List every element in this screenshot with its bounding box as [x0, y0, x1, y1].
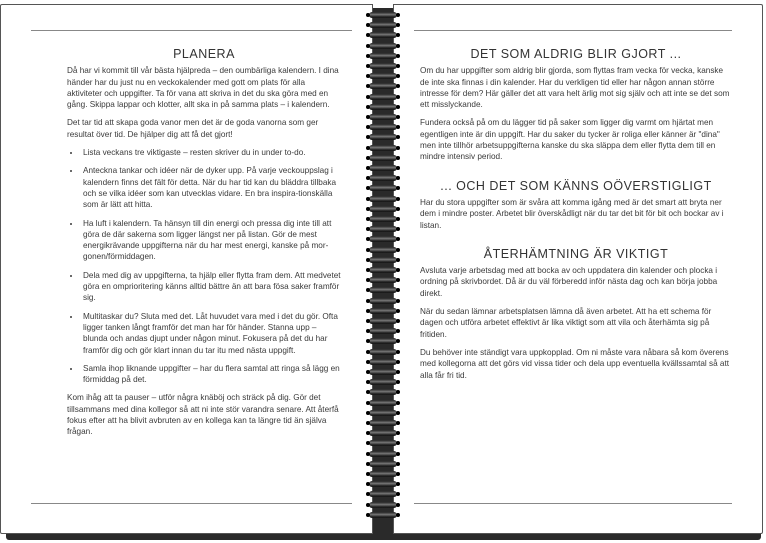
- paragraph: Har du stora uppgifter som är svåra att komma igång med är det smart att bryta ner dem i mindre poster. Arbetet blir överskådligt när du tar det bit för bit och bockar av i listan.: [420, 197, 724, 230]
- right-page: [393, 4, 763, 534]
- spiral-coil: [369, 328, 397, 334]
- spiral-coil: [369, 298, 397, 304]
- spiral-coil: [369, 165, 397, 171]
- spiral-coil: [369, 236, 397, 242]
- spiral-coil: [369, 22, 397, 28]
- paragraph: Om du har uppgifter som aldrig blir gjorda, som flyttas fram vecka för vecka, kanske de inte ska finnas i din kalender. Har du verkligen tid eller har någon annan större intresse för dem? Här gäller det att vara helt ärlig mot sig själv och att inte se det som ett misslyckande.: [420, 66, 730, 110]
- spiral-binding: [365, 10, 401, 530]
- spiral-coil: [369, 114, 397, 120]
- list-item: • Multitaskar du? Sluta med det. Låt huvudet vara med i det du gör. Ofta ligger tanken långt framför det man har för händer. Stanna upp – blunda och andas djupt under någon minut. Fokusera på det du har framför dig och gör klart innan du tar itu med nästa uppgift.: [81, 311, 341, 356]
- top-rule: [31, 30, 352, 31]
- spiral-coil: [369, 481, 397, 487]
- spiral-coil: [369, 73, 397, 79]
- spiral-coil: [369, 247, 397, 253]
- spiral-coil: [369, 400, 397, 406]
- list-item: • Ha luft i kalendern. Ta hänsyn till din energi och pressa dig inte till att göra de där sakerna som ligger längst ner på listan. Gör de mest energikrävande uppgifterna när du har mest energi, kanske på mor-gonen/förmiddagen.: [81, 218, 341, 263]
- bottom-rule: [31, 503, 352, 504]
- paragraph: När du sedan lämnar arbetsplatsen lämna då även arbetet. Att ha ett schema för dagen och utföra arbetet effektivt är lika viktigt som att vila och återhämta sig på fritiden.: [420, 307, 712, 339]
- left-page-content: [67, 49, 341, 445]
- spiral-coil: [369, 389, 397, 395]
- spiral-coil: [369, 175, 397, 181]
- spiral-coil: [369, 420, 397, 426]
- spiral-coil: [369, 145, 397, 151]
- spiral-coil: [369, 124, 397, 130]
- spiral-coil: [369, 206, 397, 212]
- paragraph-intro: Då har vi kommit till vår bästa hjälpreda – den oumbärliga kalendern. I dina händer har du just nu en veckokalender med gott om plats för alla aktiviteter och uppgifter. Ta för vana att skriva in det du ska göra med en gång. Skippa lappar och klotter, allt ska in på samma plats – i kalendern.: [67, 66, 339, 110]
- spiral-coil: [369, 308, 397, 314]
- spiral-coil: [369, 257, 397, 263]
- paragraph: Du behöver inte ständigt vara uppkopplad. Om ni måste vara nåbara så kom överens med kollegorna att det görs vid vissa tider och dela upp eventuella kvällssamtal så att alla får fri tid.: [420, 347, 730, 380]
- spiral-coil: [369, 287, 397, 293]
- spiral-coil: [369, 471, 397, 477]
- spiral-coil: [369, 512, 397, 518]
- spiral-coil: [369, 185, 397, 191]
- section-title-never-done: DET SOM ALDRIG BLIR GJORT ...: [470, 47, 682, 61]
- paragraph: Fundera också på om du lägger tid på saker som ligger dig varmt om hjärtat men egentligen inte är din uppgift. Har du saker du tycker är roliga eller känner är "dina" men inte tillhör arbetsuppgifterna kanske du ska släppa dem eller flytta dem till en mindre intensiv period.: [420, 118, 720, 162]
- section-title-planera: PLANERA: [173, 47, 235, 61]
- spiral-coil: [369, 379, 397, 385]
- list-item: • Samla ihop liknande uppgifter – har du flera samtal att ringa så lägg en förmiddag på det.: [81, 363, 341, 386]
- spiral-coil: [369, 440, 397, 446]
- top-rule: [414, 30, 732, 31]
- spiral-coil: [369, 83, 397, 89]
- spiral-coil: [369, 216, 397, 222]
- section-title-recovery: ÅTERHÄMTNING ÄR VIKTIGT: [483, 246, 669, 261]
- spiral-coil: [369, 104, 397, 110]
- spiral-coil: [369, 134, 397, 140]
- spiral-coil: [369, 502, 397, 508]
- list-item: • Dela med dig av uppgifterna, ta hjälp eller flytta fram dem. Att medvetet göra en omprioritering känns alltid bättre än att bara fösa saker framför sig.: [81, 270, 341, 304]
- spiral-coil: [369, 43, 397, 49]
- spiral-coil: [369, 226, 397, 232]
- spiral-coil: [369, 451, 397, 457]
- bottom-rule: [414, 503, 732, 504]
- paragraph-outro: Kom ihåg att ta pauser – utför några knäböj och sträck på dig. Gör det tillsammans med dina kollegor så att ni inte stör varandra senare. Att återfå fokus efter att ha blivit avbruten av en kollega kan ta längre tid än själva frågan.: [67, 393, 339, 437]
- spiral-coil: [369, 359, 397, 365]
- section-title-overwhelming: ... OCH DET SOM KÄNNS OÖVERSTIGLIGT: [440, 178, 712, 193]
- spiral-coil: [369, 491, 397, 497]
- spiral-coil: [369, 430, 397, 436]
- spiral-coil: [369, 155, 397, 161]
- spiral-coil: [369, 53, 397, 59]
- spiral-coil: [369, 12, 397, 18]
- list-item: • Anteckna tankar och idéer när de dyker upp. På varje veckouppslag i kalendern finns det fält för detta. När du har tid kan du bläddra tillbaka och se vilka idéer som kan utvecklas vidare. En bra inspira-tionskälla som är lätt att hitta.: [81, 165, 341, 210]
- paragraph-habits: Det tar tid att skapa goda vanor men det är de goda vanorna som ger resultat över tid. De hjälper dig att få det gjort!: [67, 118, 319, 139]
- paragraph: Avsluta varje arbetsdag med att bocka av och uppdatera din kalender och plocka i ordning på skrivbordet. Då är du väl förberedd inför nästa dag och kan börja jobba direkt.: [420, 266, 718, 298]
- spiral-coil: [369, 63, 397, 69]
- spiral-coil: [369, 338, 397, 344]
- spiral-coil: [369, 32, 397, 38]
- left-page: [0, 4, 373, 534]
- spiral-coil: [369, 318, 397, 324]
- spiral-coil: [369, 461, 397, 467]
- spiral-coil: [369, 196, 397, 202]
- spiral-coil: [369, 267, 397, 273]
- list-item: • Lista veckans tre viktigaste – resten skriver du in under to-do.: [81, 147, 341, 158]
- spiral-coil: [369, 410, 397, 416]
- spiral-coil: [369, 94, 397, 100]
- spiral-coil: [369, 349, 397, 355]
- spiral-coil: [369, 277, 397, 283]
- tips-list: [67, 147, 341, 385]
- right-page-content: [420, 49, 732, 388]
- spiral-coil: [369, 369, 397, 375]
